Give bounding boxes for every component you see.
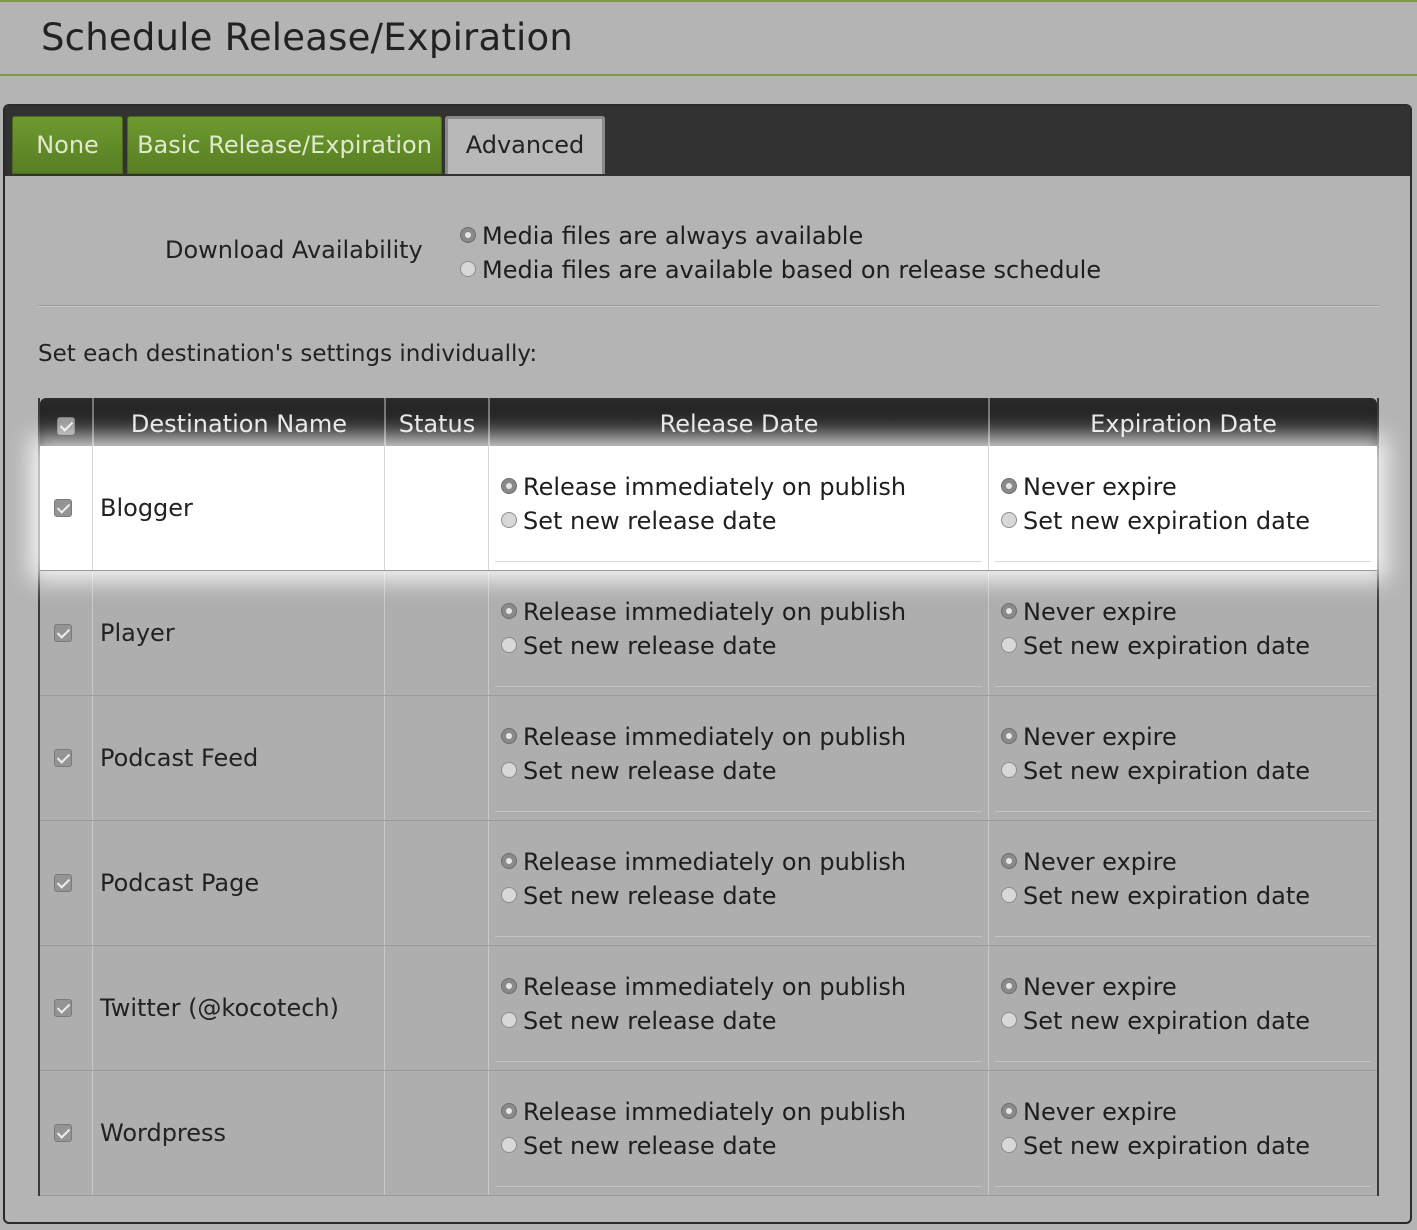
header-release-date[interactable]: Release Date	[488, 398, 988, 446]
release-date-cell	[488, 696, 988, 820]
expiration-option-new-date[interactable]: Set new expiration date	[1001, 1004, 1377, 1038]
radio-icon[interactable]	[1001, 1137, 1017, 1153]
table-row	[40, 1071, 1377, 1196]
row-checkbox[interactable]	[54, 999, 72, 1017]
download-option-always[interactable]: Media files are always available	[460, 219, 1101, 253]
radio-icon[interactable]	[501, 1103, 517, 1119]
header-destination-name[interactable]: Destination Name	[92, 398, 384, 446]
radio-icon[interactable]	[501, 512, 517, 528]
tab-bar	[5, 106, 1410, 176]
radio-icon[interactable]	[501, 762, 517, 778]
radio-icon[interactable]	[1001, 887, 1017, 903]
release-date-cell	[488, 821, 988, 945]
release-option-new-date[interactable]: Set new release date	[501, 629, 988, 663]
expiration-date-cell	[988, 696, 1377, 820]
radio-icon[interactable]	[1001, 728, 1017, 744]
table-row	[40, 446, 1377, 571]
tab-none[interactable]: None	[12, 116, 123, 174]
radio-icon[interactable]	[1001, 512, 1017, 528]
radio-icon[interactable]	[1001, 478, 1017, 494]
expiration-date-cell	[988, 446, 1377, 570]
page-title: Schedule Release/Expiration	[41, 16, 574, 59]
radio-icon[interactable]	[501, 887, 517, 903]
instructions-text: Set each destination's settings individually:	[38, 341, 538, 367]
table-row	[40, 696, 1377, 821]
status-cell	[384, 821, 488, 945]
destination-name: Blogger	[92, 446, 384, 570]
radio-icon[interactable]	[501, 978, 517, 994]
expiration-date-cell	[988, 946, 1377, 1070]
radio-icon[interactable]	[1001, 1012, 1017, 1028]
expiration-option-never[interactable]: Never expire	[1001, 470, 1377, 504]
radio-icon[interactable]	[501, 1137, 517, 1153]
radio-icon[interactable]	[1001, 978, 1017, 994]
expiration-option-never[interactable]: Never expire	[1001, 595, 1377, 629]
release-option-immediate[interactable]: Release immediately on publish	[501, 470, 988, 504]
header-expiration-date[interactable]: Expiration Date	[988, 398, 1377, 446]
release-option-new-date[interactable]: Set new release date	[501, 754, 988, 788]
status-cell	[384, 696, 488, 820]
expiration-option-never[interactable]: Never expire	[1001, 970, 1377, 1004]
release-option-new-date[interactable]: Set new release date	[501, 504, 988, 538]
radio-icon[interactable]	[501, 853, 517, 869]
destinations-table	[38, 398, 1379, 1196]
radio-icon[interactable]	[501, 637, 517, 653]
row-checkbox[interactable]	[54, 874, 72, 892]
expiration-option-never[interactable]: Never expire	[1001, 720, 1377, 754]
radio-icon[interactable]	[460, 227, 476, 243]
release-option-new-date[interactable]: Set new release date	[501, 879, 988, 913]
expiration-option-new-date[interactable]: Set new expiration date	[1001, 754, 1377, 788]
tab-basic-release-expiration[interactable]: Basic Release/Expiration	[127, 116, 442, 174]
radio-icon[interactable]	[501, 478, 517, 494]
select-all-header	[40, 398, 92, 446]
table-header	[40, 398, 1377, 446]
destination-name: Player	[92, 571, 384, 695]
header-status[interactable]: Status	[384, 398, 488, 446]
download-availability-options	[460, 219, 1101, 287]
expiration-option-new-date[interactable]: Set new expiration date	[1001, 629, 1377, 663]
radio-icon[interactable]	[501, 1012, 517, 1028]
status-cell	[384, 1071, 488, 1195]
expiration-option-never[interactable]: Never expire	[1001, 845, 1377, 879]
release-option-immediate[interactable]: Release immediately on publish	[501, 970, 988, 1004]
release-date-cell	[488, 571, 988, 695]
release-option-immediate[interactable]: Release immediately on publish	[501, 845, 988, 879]
select-all-checkbox[interactable]	[57, 417, 75, 435]
expiration-option-new-date[interactable]: Set new expiration date	[1001, 1129, 1377, 1163]
radio-icon[interactable]	[501, 728, 517, 744]
destination-name: Podcast Page	[92, 821, 384, 945]
expiration-date-cell	[988, 821, 1377, 945]
expiration-date-cell	[988, 1071, 1377, 1195]
row-checkbox[interactable]	[54, 624, 72, 642]
expiration-option-never[interactable]: Never expire	[1001, 1095, 1377, 1129]
expiration-option-new-date[interactable]: Set new expiration date	[1001, 504, 1377, 538]
status-cell	[384, 446, 488, 570]
radio-icon[interactable]	[501, 603, 517, 619]
radio-icon[interactable]	[460, 261, 476, 277]
destination-name: Wordpress	[92, 1071, 384, 1195]
radio-icon[interactable]	[1001, 853, 1017, 869]
expiration-date-cell	[988, 571, 1377, 695]
radio-icon[interactable]	[1001, 762, 1017, 778]
destination-name: Podcast Feed	[92, 696, 384, 820]
radio-icon[interactable]	[1001, 1103, 1017, 1119]
radio-icon[interactable]	[1001, 637, 1017, 653]
release-date-cell	[488, 1071, 988, 1195]
expiration-option-new-date[interactable]: Set new expiration date	[1001, 879, 1377, 913]
divider	[38, 305, 1380, 307]
status-cell	[384, 571, 488, 695]
radio-icon[interactable]	[1001, 603, 1017, 619]
page-header	[0, 0, 1417, 76]
row-checkbox[interactable]	[54, 1124, 72, 1142]
release-option-immediate[interactable]: Release immediately on publish	[501, 1095, 988, 1129]
download-availability-label: Download Availability	[165, 236, 423, 264]
row-checkbox[interactable]	[54, 749, 72, 767]
status-cell	[384, 946, 488, 1070]
release-option-immediate[interactable]: Release immediately on publish	[501, 720, 988, 754]
table-row	[40, 946, 1377, 1071]
destination-name: Twitter (@kocotech)	[92, 946, 384, 1070]
table-row	[40, 821, 1377, 946]
download-option-schedule[interactable]: Media files are available based on release schedule	[460, 253, 1101, 287]
row-checkbox[interactable]	[54, 499, 72, 517]
tab-advanced[interactable]: Advanced	[445, 116, 605, 174]
release-option-immediate[interactable]: Release immediately on publish	[501, 595, 988, 629]
release-option-new-date[interactable]: Set new release date	[501, 1129, 988, 1163]
schedule-panel	[3, 104, 1412, 1224]
release-date-cell	[488, 446, 988, 570]
release-option-new-date[interactable]: Set new release date	[501, 1004, 988, 1038]
table-row	[40, 571, 1377, 696]
release-date-cell	[488, 946, 988, 1070]
